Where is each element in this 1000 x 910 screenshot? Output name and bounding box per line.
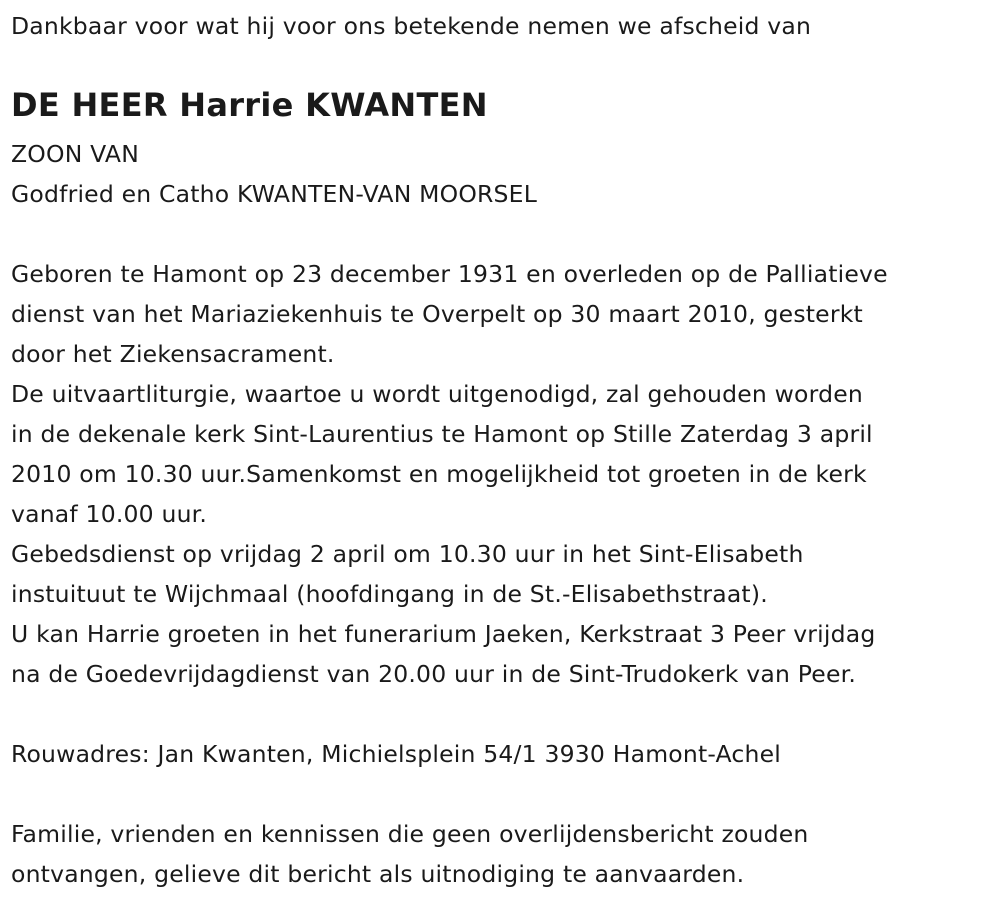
main-line: instuituut te Wijchmaal (hoofdingang in de St.-Elisabethstraat).	[11, 580, 768, 608]
family-line: ontvangen, gelieve dit bericht als uitnodiging te aanvaarden.	[11, 860, 745, 888]
main-line: dienst van het Mariaziekenhuis te Overpelt op 30 maart 2010, gesterkt	[11, 300, 863, 328]
main-paragraph	[11, 254, 888, 694]
main-line: door het Ziekensacrament.	[11, 340, 335, 368]
main-line: Gebedsdienst op vrijdag 2 april om 10.30 uur in het Sint-Elisabeth	[11, 540, 804, 568]
main-line: vanaf 10.00 uur.	[11, 500, 208, 528]
deceased-name: DE HEER Harrie KWANTEN	[11, 86, 488, 124]
family-line: Familie, vrienden en kennissen die geen overlijdensbericht zouden	[11, 820, 809, 848]
address-line: Rouwadres: Jan Kwanten, Michielsplein 54/1 3930 Hamont-Achel	[11, 740, 782, 768]
family-notice	[11, 814, 809, 894]
parents-block	[11, 134, 537, 214]
parents-line: Godfried en Catho KWANTEN-VAN MOORSEL	[11, 180, 538, 208]
main-line: U kan Harrie groeten in het funerarium Jaeken, Kerkstraat 3 Peer vrijdag	[11, 620, 876, 648]
parents-line: ZOON VAN	[11, 140, 139, 168]
main-line: 2010 om 10.30 uur.Samenkomst en mogelijkheid tot groeten in de kerk	[11, 460, 867, 488]
main-line: De uitvaartliturgie, waartoe u wordt uitgenodigd, zal gehouden worden	[11, 380, 863, 408]
address-block	[11, 734, 781, 774]
main-line: Geboren te Hamont op 23 december 1931 en overleden op de Palliatieve	[11, 260, 888, 288]
main-line: na de Goedevrijdagdienst van 20.00 uur in de Sint-Trudokerk van Peer.	[11, 660, 856, 688]
intro-text: Dankbaar voor wat hij voor ons betekende nemen we afscheid van	[11, 12, 812, 40]
main-line: in de dekenale kerk Sint-Laurentius te Hamont op Stille Zaterdag 3 april	[11, 420, 873, 448]
